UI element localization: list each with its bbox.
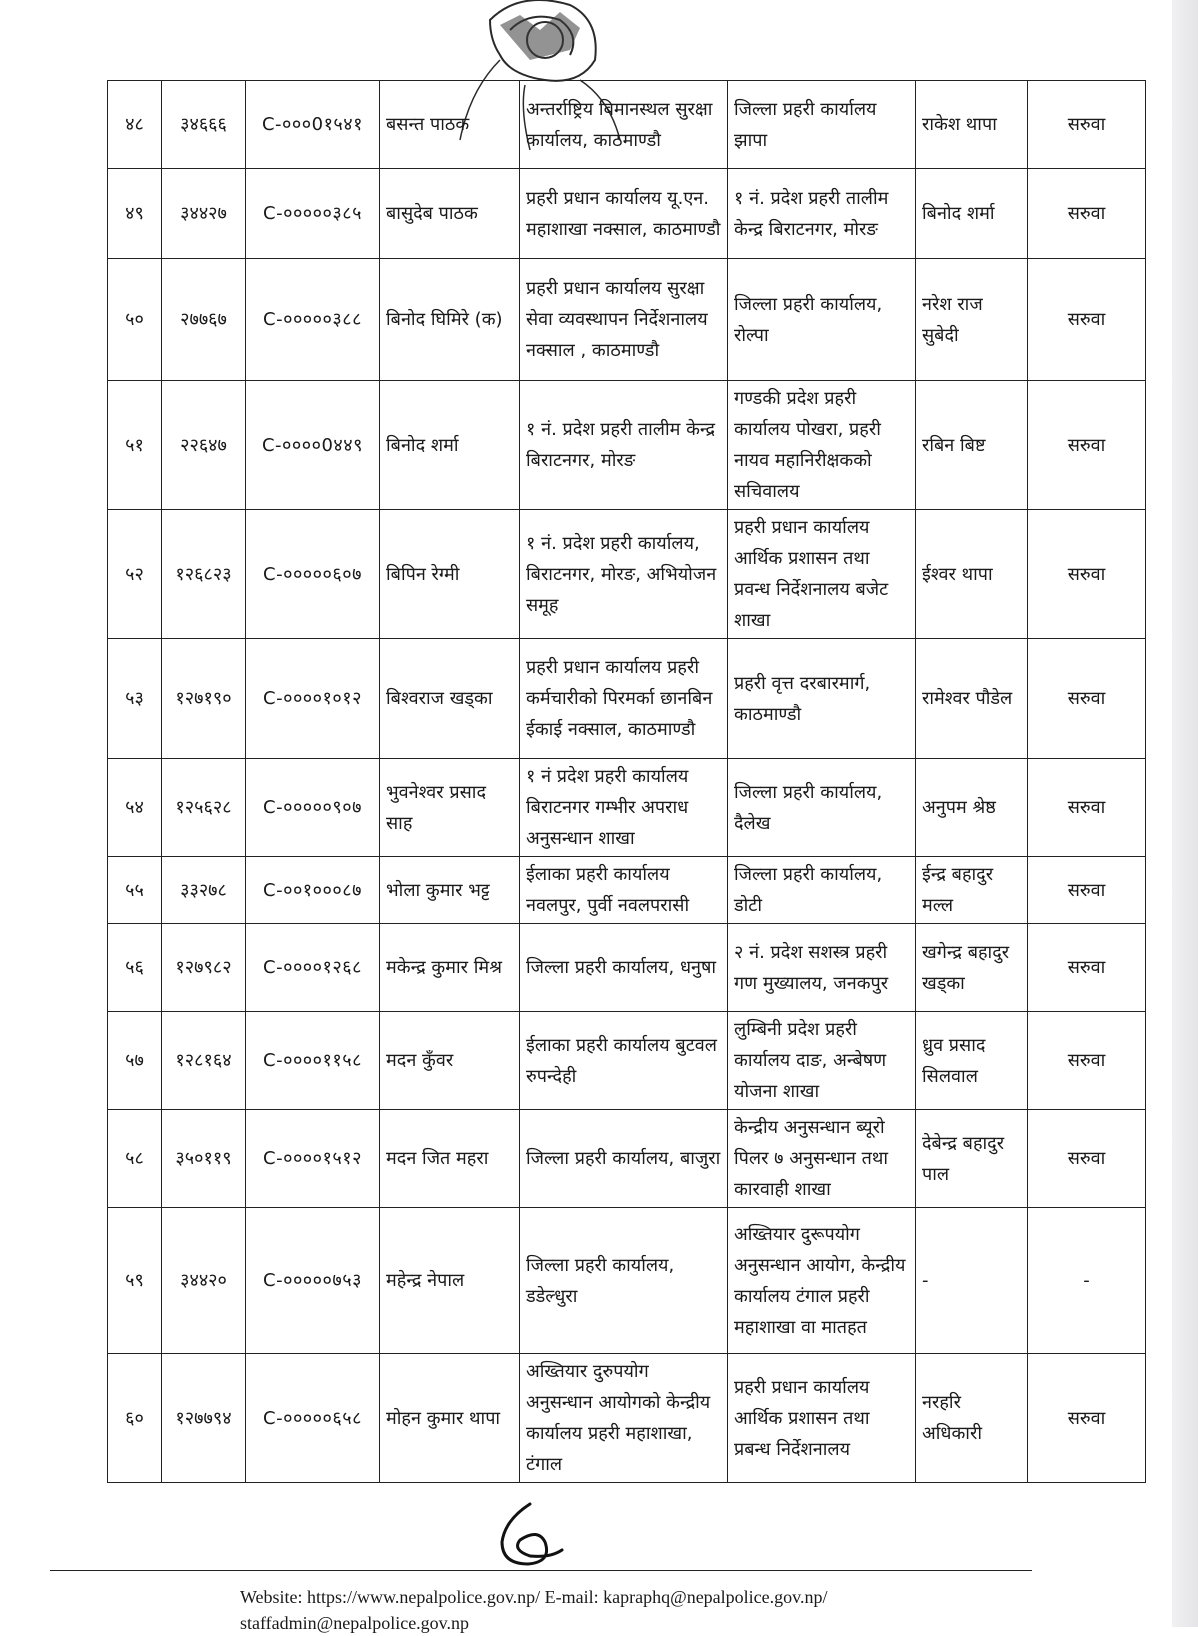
- staff-name-cell: भुवनेश्वर प्रसाद साह: [380, 759, 520, 857]
- serial-no-cell: ५०: [108, 259, 162, 381]
- personnel-code-cell: C-००००१२६८: [246, 924, 380, 1012]
- personnel-code-cell: C-००००१५१२: [246, 1110, 380, 1208]
- transfer-office-cell: २ नं. प्रदेश सशस्त्र प्रहरी गण मुख्यालय, जनकपुर: [728, 924, 916, 1012]
- current-office-cell: जिल्ला प्रहरी कार्यालय, डडेल्धुरा: [520, 1208, 728, 1354]
- transfer-office-cell: जिल्ला प्रहरी कार्यालय, डोटी: [728, 857, 916, 924]
- table-body: [108, 81, 1146, 1483]
- table-row: [108, 639, 1146, 759]
- table-row: [108, 759, 1146, 857]
- table-row: [108, 1110, 1146, 1208]
- table-row: [108, 857, 1146, 924]
- police-no-cell: ३४४२७: [162, 169, 246, 259]
- current-office-cell: १ नं प्रदेश प्रहरी कार्यालय बिराटनगर गम्भीर अपराध अनुसन्धान शाखा: [520, 759, 728, 857]
- staff-name-cell: बिनोद शर्मा: [380, 381, 520, 510]
- replacement-name-cell: ईश्वर थापा: [916, 510, 1028, 639]
- replacement-name-cell: बिनोद शर्मा: [916, 169, 1028, 259]
- replacement-name-cell: ईन्द्र बहादुर मल्ल: [916, 857, 1028, 924]
- signature: [490, 1500, 570, 1570]
- footer-line-1: Website: https://www.nepalpolice.gov.np/ E-mail: kapraphq@nepalpolice.gov.np/: [240, 1587, 828, 1607]
- replacement-name-cell: राकेश थापा: [916, 81, 1028, 169]
- personnel-code-cell: C-०००००३८५: [246, 169, 380, 259]
- police-no-cell: २७७६७: [162, 259, 246, 381]
- decision-cell: सरुवा: [1028, 924, 1146, 1012]
- transfer-office-cell: अख्तियार दुरूपयोग अनुसन्धान आयोग, केन्द्रीय कार्यालय टंगाल प्रहरी महाशाखा वा मातहत: [728, 1208, 916, 1354]
- replacement-name-cell: रामेश्वर पौडेल: [916, 639, 1028, 759]
- transfer-office-cell: जिल्ला प्रहरी कार्यालय झापा: [728, 81, 916, 169]
- personnel-code-cell: C-००१०००८७: [246, 857, 380, 924]
- staff-name-cell: मदन जित महरा: [380, 1110, 520, 1208]
- decision-cell: सरुवा: [1028, 857, 1146, 924]
- staff-name-cell: मदन कुँवर: [380, 1012, 520, 1110]
- decision-cell: -: [1028, 1208, 1146, 1354]
- current-office-cell: प्रहरी प्रधान कार्यालय यू.एन. महाशाखा नक्साल, काठमाण्डौ: [520, 169, 728, 259]
- serial-no-cell: ५८: [108, 1110, 162, 1208]
- table-row: [108, 1354, 1146, 1483]
- staff-name-cell: बिनोद घिमिरे (क): [380, 259, 520, 381]
- current-office-cell: जिल्ला प्रहरी कार्यालय, धनुषा: [520, 924, 728, 1012]
- table-row: [108, 81, 1146, 169]
- serial-no-cell: ५३: [108, 639, 162, 759]
- decision-cell: सरुवा: [1028, 259, 1146, 381]
- table-row: [108, 259, 1146, 381]
- table-row: [108, 1012, 1146, 1110]
- personnel-code-cell: C-०००००३८८: [246, 259, 380, 381]
- footer-divider: [50, 1570, 1032, 1571]
- serial-no-cell: ५६: [108, 924, 162, 1012]
- replacement-name-cell: नरहरि अधिकारी: [916, 1354, 1028, 1483]
- page-edge-shadow: [1172, 0, 1198, 1627]
- transfer-office-cell: गण्डकी प्रदेश प्रहरी कार्यालय पोखरा, प्रहरी नायव महानिरीक्षकको सचिवालय: [728, 381, 916, 510]
- staff-name-cell: भोला कुमार भट्ट: [380, 857, 520, 924]
- police-no-cell: २२६४७: [162, 381, 246, 510]
- replacement-name-cell: नरेश राज सुबेदी: [916, 259, 1028, 381]
- transfer-office-cell: प्रहरी वृत्त दरबारमार्ग, काठमाण्डौ: [728, 639, 916, 759]
- transfer-office-cell: जिल्ला प्रहरी कार्यालय, रोल्पा: [728, 259, 916, 381]
- replacement-name-cell: देबेन्द्र बहादुर पाल: [916, 1110, 1028, 1208]
- police-no-cell: १२७१९०: [162, 639, 246, 759]
- decision-cell: सरुवा: [1028, 1012, 1146, 1110]
- staff-name-cell: बासुदेब पाठक: [380, 169, 520, 259]
- current-office-cell: जिल्ला प्रहरी कार्यालय, बाजुरा: [520, 1110, 728, 1208]
- decision-cell: सरुवा: [1028, 510, 1146, 639]
- replacement-name-cell: -: [916, 1208, 1028, 1354]
- personnel-code-cell: C-०००००७५३: [246, 1208, 380, 1354]
- decision-cell: सरुवा: [1028, 169, 1146, 259]
- table-row: [108, 381, 1146, 510]
- current-office-cell: प्रहरी प्रधान कार्यालय सुरक्षा सेवा व्यवस्थापन निर्देशनालय नक्साल , काठमाण्डौ: [520, 259, 728, 381]
- decision-cell: सरुवा: [1028, 1110, 1146, 1208]
- staff-name-cell: बिश्वराज खड्का: [380, 639, 520, 759]
- decision-cell: सरुवा: [1028, 639, 1146, 759]
- personnel-code-cell: C-००००0४४९: [246, 381, 380, 510]
- transfer-office-cell: १ नं. प्रदेश प्रहरी तालीम केन्द्र बिराटनगर, मोरङ: [728, 169, 916, 259]
- personnel-code-cell: C-०००००६०७: [246, 510, 380, 639]
- current-office-cell: ईलाका प्रहरी कार्यालय बुटवल रुपन्देही: [520, 1012, 728, 1110]
- current-office-cell: अख्तियार दुरुपयोग अनुसन्धान आयोगको केन्द्रीय कार्यालय प्रहरी महाशाखा, टंगाल: [520, 1354, 728, 1483]
- police-no-cell: ३३२७८: [162, 857, 246, 924]
- personnel-code-cell: C-०००0१५४१: [246, 81, 380, 169]
- transfer-office-cell: प्रहरी प्रधान कार्यालय आर्थिक प्रशासन तथा प्रवन्ध निर्देशनालय बजेट शाखा: [728, 510, 916, 639]
- staff-name-cell: बसन्त पाठक: [380, 81, 520, 169]
- transfer-table: [107, 80, 1146, 1483]
- staff-name-cell: मोहन कुमार थापा: [380, 1354, 520, 1483]
- police-no-cell: १२७७९४: [162, 1354, 246, 1483]
- decision-cell: सरुवा: [1028, 1354, 1146, 1483]
- transfer-office-cell: प्रहरी प्रधान कार्यालय आर्थिक प्रशासन तथा प्रबन्ध निर्देशनालय: [728, 1354, 916, 1483]
- table-row: [108, 510, 1146, 639]
- current-office-cell: ईलाका प्रहरी कार्यालय नवलपुर, पुर्वी नवलपरासी: [520, 857, 728, 924]
- table-row: [108, 169, 1146, 259]
- footer-line-2: staffadmin@nepalpolice.gov.np: [240, 1613, 470, 1633]
- police-no-cell: १२६८२३: [162, 510, 246, 639]
- serial-no-cell: ५४: [108, 759, 162, 857]
- serial-no-cell: ५५: [108, 857, 162, 924]
- decision-cell: सरुवा: [1028, 81, 1146, 169]
- decision-cell: सरुवा: [1028, 381, 1146, 510]
- serial-no-cell: ५९: [108, 1208, 162, 1354]
- police-no-cell: १२७९८२: [162, 924, 246, 1012]
- personnel-code-cell: C-०००००६५८: [246, 1354, 380, 1483]
- current-office-cell: प्रहरी प्रधान कार्यालय प्रहरी कर्मचारीको पिरमर्का छानबिन ईकाई नक्साल, काठमाण्डौ: [520, 639, 728, 759]
- transfer-office-cell: केन्द्रीय अनुसन्धान ब्यूरो पिलर ७ अनुसन्धान तथा कारवाही शाखा: [728, 1110, 916, 1208]
- current-office-cell: १ नं. प्रदेश प्रहरी तालीम केन्द्र बिराटनगर, मोरङ: [520, 381, 728, 510]
- serial-no-cell: ५२: [108, 510, 162, 639]
- police-no-cell: १२५६२८: [162, 759, 246, 857]
- staff-name-cell: बिपिन रेग्मी: [380, 510, 520, 639]
- replacement-name-cell: ध्रुव प्रसाद सिलवाल: [916, 1012, 1028, 1110]
- transfer-office-cell: जिल्ला प्रहरी कार्यालय, दैलेख: [728, 759, 916, 857]
- decision-cell: सरुवा: [1028, 759, 1146, 857]
- footer-contact: [240, 1584, 960, 1636]
- table-row: [108, 924, 1146, 1012]
- serial-no-cell: ४८: [108, 81, 162, 169]
- police-no-cell: ३४६६६: [162, 81, 246, 169]
- personnel-code-cell: C-००००१०१२: [246, 639, 380, 759]
- current-office-cell: अन्तर्राष्ट्रिय बिमानस्थल सुरक्षा कार्यालय, काठमाण्डौ: [520, 81, 728, 169]
- transfer-office-cell: लुम्बिनी प्रदेश प्रहरी कार्यालय दाङ, अन्बेषण योजना शाखा: [728, 1012, 916, 1110]
- police-no-cell: १२८१६४: [162, 1012, 246, 1110]
- current-office-cell: १ नं. प्रदेश प्रहरी कार्यालय, बिराटनगर, मोरङ, अभियोजन समूह: [520, 510, 728, 639]
- replacement-name-cell: रबिन बिष्ट: [916, 381, 1028, 510]
- replacement-name-cell: अनुपम श्रेष्ठ: [916, 759, 1028, 857]
- staff-name-cell: महेन्द्र नेपाल: [380, 1208, 520, 1354]
- police-no-cell: ३५०११९: [162, 1110, 246, 1208]
- serial-no-cell: ५१: [108, 381, 162, 510]
- personnel-code-cell: C-००००११५८: [246, 1012, 380, 1110]
- staff-name-cell: मकेन्द्र कुमार मिश्र: [380, 924, 520, 1012]
- table-row: [108, 1208, 1146, 1354]
- serial-no-cell: ४९: [108, 169, 162, 259]
- serial-no-cell: ६०: [108, 1354, 162, 1483]
- police-no-cell: ३४४२०: [162, 1208, 246, 1354]
- personnel-code-cell: C-०००००९०७: [246, 759, 380, 857]
- serial-no-cell: ५७: [108, 1012, 162, 1110]
- replacement-name-cell: खगेन्द्र बहादुर खड्का: [916, 924, 1028, 1012]
